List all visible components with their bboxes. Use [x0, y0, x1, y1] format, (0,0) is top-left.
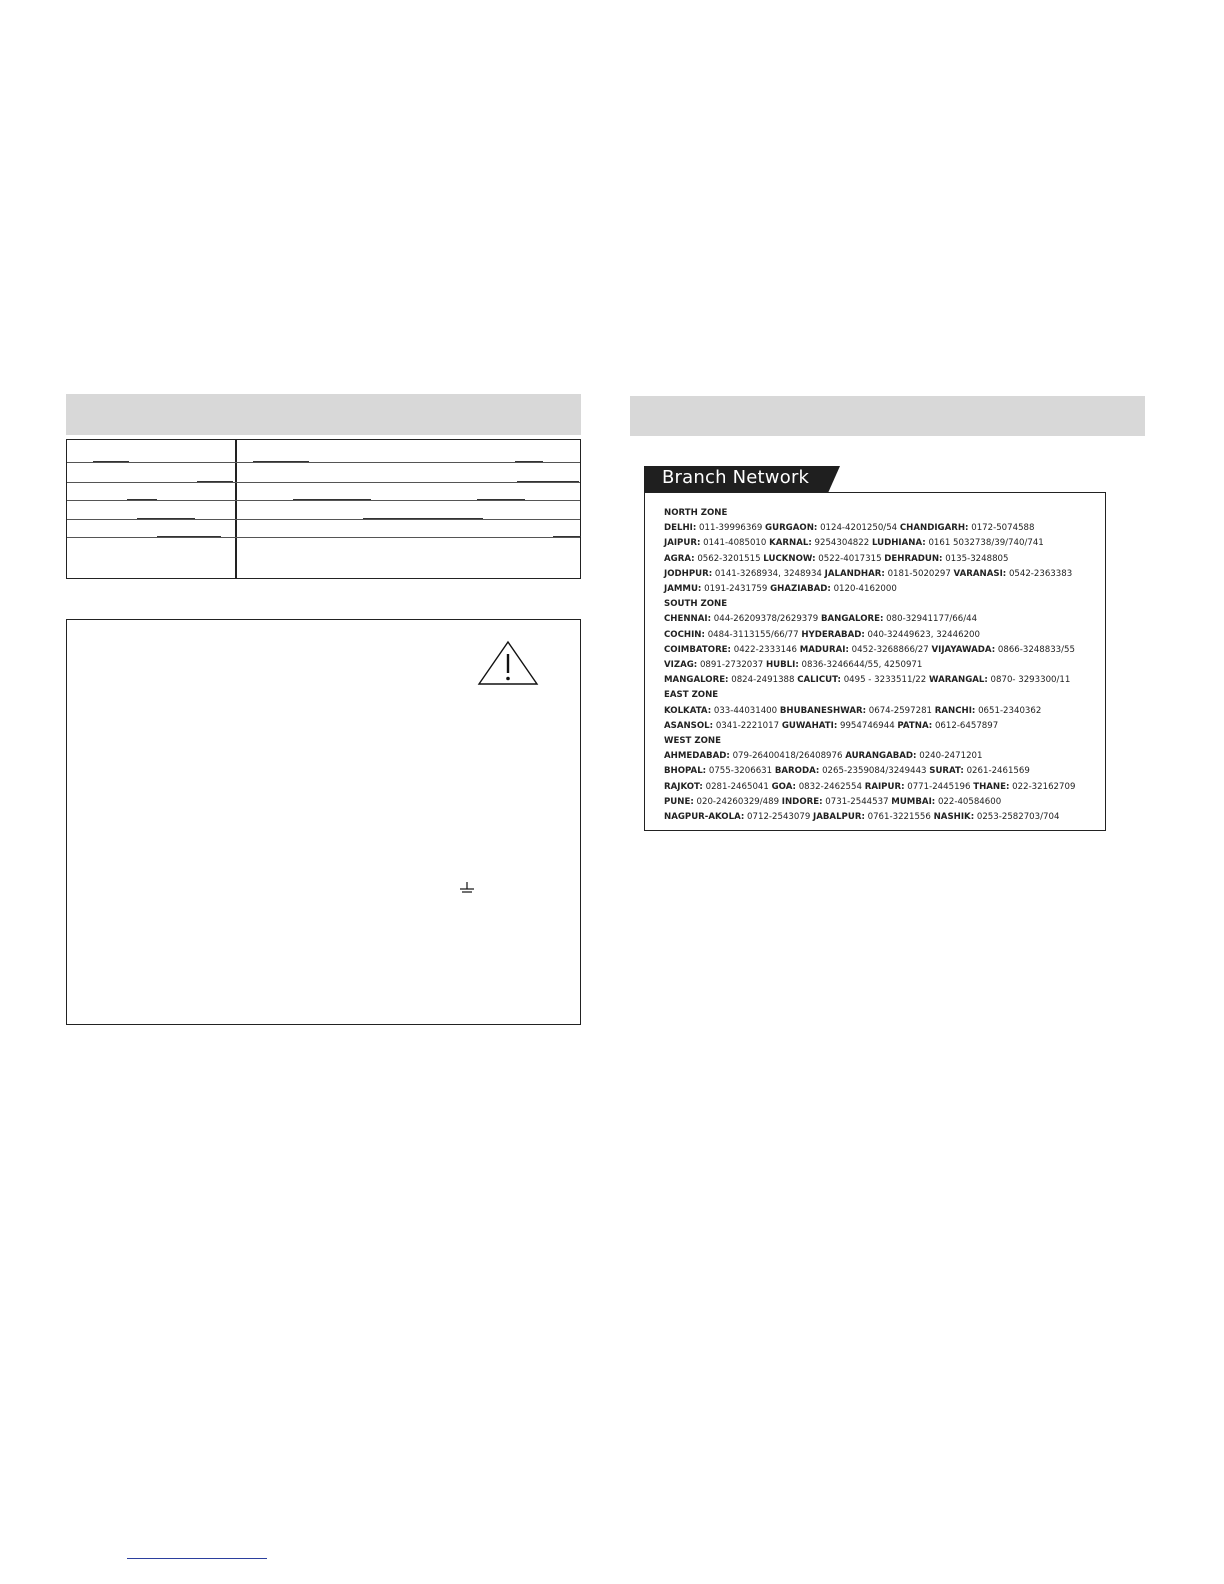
phone-number: 0674-2597281	[868, 705, 933, 716]
city-name: COIMBATORE:	[664, 644, 731, 655]
phone-number: 022-32162709	[1012, 781, 1076, 792]
table-row-line	[67, 462, 580, 463]
zone-title: WEST ZONE	[664, 736, 721, 747]
city-name: JODHPUR:	[664, 568, 713, 579]
phone-number: 0281-2465041	[705, 781, 769, 792]
right-header-bar	[630, 396, 1145, 436]
city-name: AURANGABAD:	[845, 751, 917, 762]
faded-text-stroke	[515, 461, 543, 462]
caution-box	[66, 619, 581, 1025]
phone-number: 0135-3248805	[945, 553, 1009, 564]
city-name: GHAZIABAD:	[770, 584, 831, 595]
phone-number: 0181-5020297	[887, 568, 951, 579]
city-name: JAIPUR:	[664, 538, 701, 549]
branch-line	[664, 764, 1101, 779]
city-name: BARODA:	[774, 766, 820, 777]
phone-number: 079-26400418/26408976	[732, 751, 843, 762]
city-name: CHANDIGARH:	[899, 523, 969, 534]
faded-text-stroke	[197, 481, 233, 482]
city-name: RAJKOT:	[664, 781, 703, 792]
city-name: KARNAL:	[769, 538, 812, 549]
branch-line	[664, 810, 1101, 825]
phone-number: 0341-2221017	[715, 720, 780, 731]
branch-network-title: Branch Network	[662, 467, 810, 488]
phone-number: 0870- 3293300/11	[990, 675, 1071, 686]
branch-line	[664, 749, 1101, 764]
phone-number: 0120-4162000	[833, 584, 897, 595]
city-name: LUCKNOW:	[763, 553, 816, 564]
phone-number: 0771-2445196	[907, 781, 971, 792]
city-name: NAGPUR-AKOLA:	[664, 812, 745, 823]
branch-line	[664, 612, 1101, 627]
phone-number: 0124-4201250/54	[820, 523, 898, 534]
branch-line	[664, 536, 1101, 551]
city-name: HUBLI:	[765, 660, 799, 671]
warning-triangle-icon	[477, 640, 539, 686]
city-name: KOLKATA:	[664, 705, 712, 716]
branch-line	[664, 719, 1101, 734]
phone-number: 0832-2462554	[798, 781, 862, 792]
phone-number: 0422-2333146	[733, 644, 797, 655]
city-name: CALICUT:	[797, 675, 841, 686]
city-name: VIJAYAWADA:	[931, 644, 996, 655]
phone-number: 9954746944	[840, 720, 895, 731]
city-name: WARANGAL:	[928, 675, 988, 686]
ground-symbol-icon	[459, 882, 475, 896]
branch-line	[664, 780, 1101, 795]
faded-text-stroke	[157, 536, 221, 537]
table-row-line	[67, 519, 580, 520]
city-name: ASANSOL:	[664, 720, 714, 731]
faded-text-stroke	[293, 499, 371, 500]
faded-text-stroke	[363, 518, 483, 519]
phone-number: 9254304822	[814, 538, 870, 549]
phone-number: 0141-3268934, 3248934	[714, 568, 822, 579]
zone-title: NORTH ZONE	[664, 508, 728, 518]
city-name: AHMEDABAD:	[664, 751, 730, 762]
phone-number: 0836-3246644/55, 4250971	[801, 660, 923, 671]
branch-line	[664, 582, 1101, 597]
phone-number: 0562-3201515	[697, 553, 761, 564]
city-name: AGRA:	[664, 553, 695, 564]
phone-number: 040-32449623, 32446200	[867, 629, 980, 640]
faded-text-stroke	[137, 518, 195, 519]
branch-line	[664, 628, 1101, 643]
table-column-divider	[235, 440, 237, 578]
city-name: COCHIN:	[664, 629, 705, 640]
branch-line	[664, 521, 1101, 536]
city-name: LUDHIANA:	[871, 538, 926, 549]
city-name: DELHI:	[664, 523, 697, 534]
phone-number: 0651-2340362	[978, 705, 1042, 716]
branch-line	[664, 643, 1101, 658]
city-name: NASHIK:	[933, 812, 975, 823]
specifications-table	[66, 439, 581, 579]
phone-number: 0265-2359084/3249443	[822, 766, 927, 777]
phone-number: 0484-3113155/66/77	[707, 629, 799, 640]
city-name: THANE:	[973, 781, 1010, 792]
city-name: HYDERABAD:	[801, 629, 865, 640]
city-name: VARANASI:	[953, 568, 1007, 579]
branch-network-tab	[644, 466, 840, 493]
city-name: INDORE:	[781, 796, 823, 807]
branch-line	[664, 704, 1101, 719]
city-name: JAMMU:	[664, 584, 702, 595]
city-name: GURGAON:	[765, 523, 818, 534]
city-name: BHUBANESHWAR:	[779, 705, 867, 716]
table-row-line	[67, 482, 580, 483]
phone-number: 020-24260329/489	[696, 796, 780, 807]
phone-number: 0866-3248833/55	[997, 644, 1075, 655]
left-header-bar	[66, 394, 581, 435]
city-name: MANGALORE:	[664, 675, 729, 686]
city-name: JABALPUR:	[813, 812, 865, 823]
phone-number: 0161 5032738/39/740/741	[928, 538, 1044, 549]
phone-number: 0522-4017315	[818, 553, 882, 564]
city-name: CHENNAI:	[664, 614, 712, 625]
phone-number: 0824-2491388	[731, 675, 795, 686]
phone-number: 022-40584600	[937, 796, 1002, 807]
phone-number: 0240-2471201	[919, 751, 983, 762]
faded-text-stroke	[127, 499, 157, 500]
phone-number: 0495 - 3233511/22	[843, 675, 927, 686]
phone-number: 011-39996369	[699, 523, 763, 534]
city-name: RAIPUR:	[864, 781, 905, 792]
phone-number: 0755-3206631	[708, 766, 773, 777]
phone-number: 0141-4085010	[703, 538, 767, 549]
branch-line	[664, 658, 1101, 673]
city-name: GUWAHATI:	[781, 720, 838, 731]
city-name: MUMBAI:	[891, 796, 936, 807]
city-name: PUNE:	[664, 796, 694, 807]
phone-number: 0731-2544537	[825, 796, 889, 807]
city-name: SURAT:	[929, 766, 964, 777]
faded-text-stroke	[93, 461, 129, 462]
phone-number: 0612-6457897	[934, 720, 999, 731]
city-name: BANGALORE:	[820, 614, 884, 625]
branch-line	[664, 567, 1101, 582]
phone-number: 0261-2461569	[966, 766, 1030, 777]
phone-number: 0542-2363383	[1008, 568, 1073, 579]
phone-number: 0191-2431759	[704, 584, 768, 595]
faded-text-stroke	[553, 536, 581, 537]
city-name: DEHRADUN:	[884, 553, 943, 564]
city-name: GOA:	[771, 781, 796, 792]
branch-line	[664, 552, 1101, 567]
phone-number: 0253-2582703/704	[976, 812, 1060, 823]
branch-line	[664, 795, 1101, 810]
city-name: BHOPAL:	[664, 766, 707, 777]
zone-title: SOUTH ZONE	[664, 599, 728, 610]
phone-number: 0761-3221556	[867, 812, 931, 823]
faded-text-stroke	[517, 481, 579, 482]
faded-text-stroke	[253, 461, 309, 462]
table-row-line	[67, 500, 580, 501]
footer-link-underline	[127, 1558, 267, 1559]
phone-number: 044-26209378/2629379	[713, 614, 819, 625]
branch-line	[664, 673, 1101, 688]
phone-number: 0452-3268866/27	[851, 644, 929, 655]
table-row-line	[67, 537, 580, 538]
city-name: RANCHI:	[934, 705, 976, 716]
zone-title: EAST ZONE	[664, 690, 719, 701]
city-name: VIZAG:	[664, 660, 698, 671]
city-name: JALANDHAR:	[824, 568, 885, 579]
faded-text-stroke	[477, 499, 525, 500]
branch-network-box	[644, 492, 1106, 831]
phone-number: 080-32941177/66/44	[886, 614, 978, 625]
city-name: MADURAI:	[799, 644, 849, 655]
phone-number: 033-44031400	[713, 705, 778, 716]
branch-network-list	[664, 506, 1101, 825]
city-name: PATNA:	[897, 720, 933, 731]
phone-number: 0712-2543079	[747, 812, 811, 823]
phone-number: 0172-5074588	[971, 523, 1035, 534]
phone-number: 0891-2732037	[699, 660, 764, 671]
